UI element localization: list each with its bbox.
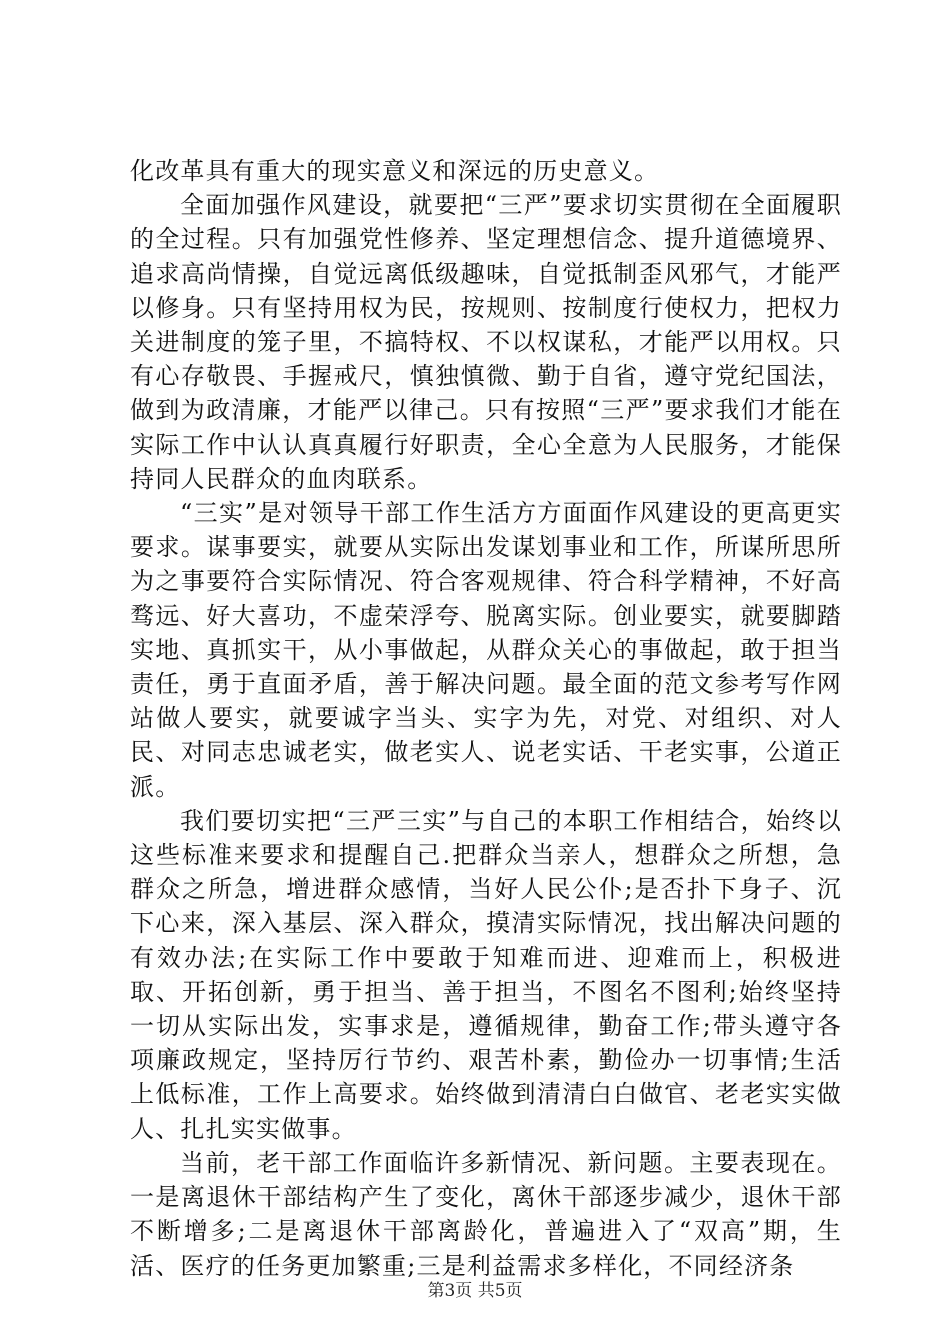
paragraph-2: 全面加强作风建设，就要把“三严”要求切实贯彻在全面履职的全过程。只有加强党性修养、坚定理想信念、提升道德境界、追求高尚情操，自觉远离低级趣味，自觉抵制歪风邪气，才能严以修身。只有坚持用权为民，按规则、按制度行使权力，把权力关进制度的笼子里，不搞特权、不以权谋私，才能严以用权。只有心存敬畏、手握戒尺，慎独慎微、勤于自省，遵守党纪国法，做到为政清廉，才能严以律己。只有按照“三严”要求我们才能在实际工作中认认真真履行好职责，全心全意为人民服务，才能保持同人民群众的血肉联系。: [130, 191, 842, 493]
document-body: [130, 154, 842, 1283]
page-number-footer: 第3页 共5页: [427, 1281, 523, 1301]
paragraph-1: 化改革具有重大的现实意义和深远的历史意义。: [130, 157, 660, 185]
paragraph-5: 当前，老干部工作面临许多新情况、新问题。主要表现在。一是离退休干部结构产生了变化，离休干部逐步减少，退休干部不断增多;二是离退休干部离龄化，普遍进入了“双高”期，生活、医疗的任务更加繁重;三是利益需求多样化，不同经济条: [130, 1148, 842, 1280]
paragraph-3: “三实”是对领导干部工作生活方方面面作风建设的更高更实要求。谋事要实，就要从实际出发谋划事业和工作，所谋所思所为之事要符合实际情况、符合客观规律、符合科学精神，不好高骛远、好大喜功，不虚荣浮夸、脱离实际。创业要实，就要脚踏实地、真抓实干，从小事做起，从群众关心的事做起，敢于担当责任，勇于直面矛盾，善于解决问题。最全面的范文参考写作网站做人要实，就要诚字当头、实字为先，对党、对组织、对人民、对同志忠诚老实，做老实人、说老实话、干老实事，公道正派。: [130, 499, 842, 801]
paragraph-4: 我们要切实把“三严三实”与自己的本职工作相结合，始终以这些标准来要求和提醒自己.把群众当亲人，想群众之所想，急群众之所急，增进群众感情，当好人民公仆;是否扑下身子、沉下心来，深入基层、深入群众，摸清实际情况，找出解决问题的有效办法;在实际工作中要敢于知难而进、迎难而上，积极进取、开拓创新，勇于担当、善于担当，不图名不图利;始终坚持一切从实际出发，实事求是，遵循规律，勤奋工作;带头遵守各项廉政规定，坚持厉行节约、艰苦朴素，勤俭办一切事情;生活上低标准，工作上高要求。始终做到清清白白做官、老老实实做人、扎扎实实做事。: [130, 806, 842, 1143]
